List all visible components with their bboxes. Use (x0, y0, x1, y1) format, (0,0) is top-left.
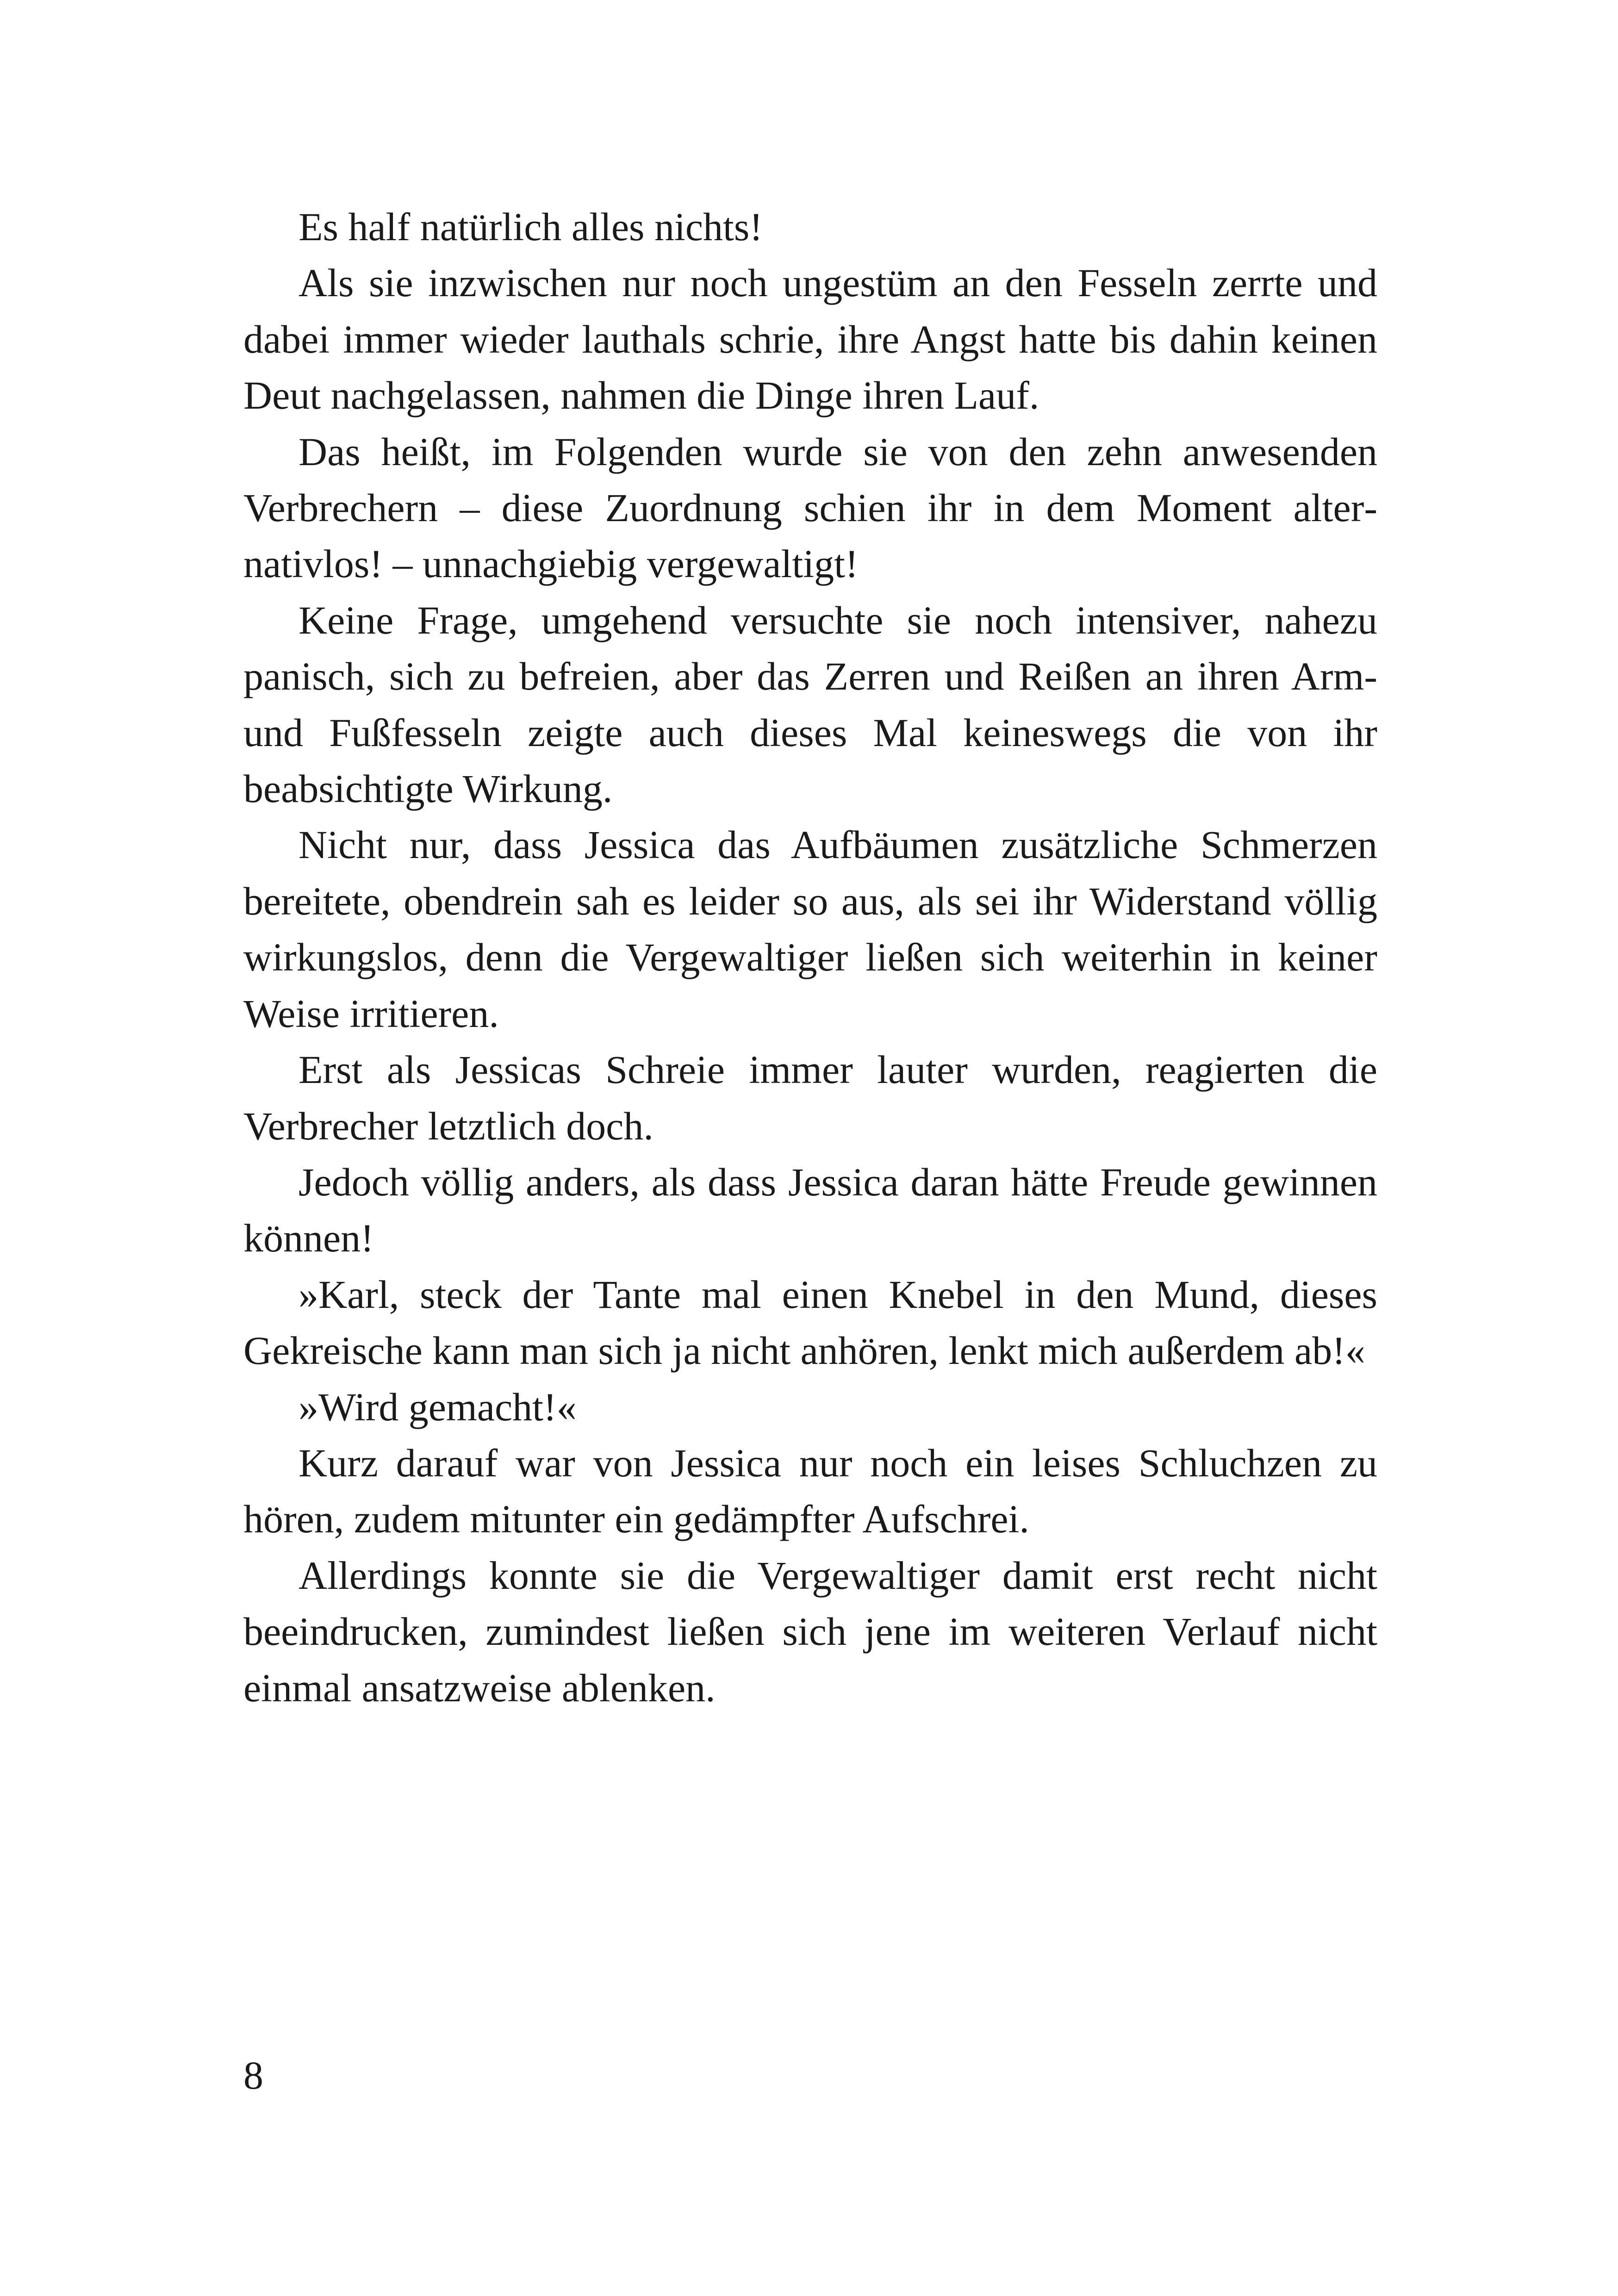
paragraph-6: Erst als Jessicas Schreie immer lauter wurden, reagierten die Verbrecher letztlich doch. (243, 1047, 1377, 1148)
paragraph-2: Als sie inzwischen nur noch ungestüm an den Fesseln zerrte und dabei immer wieder lauthals schrie, ihre Angst hatte bis dahin keinen Deut nachgelassen, nahmen die Dinge ihren Lauf. (243, 261, 1377, 418)
body-text (243, 199, 1377, 1716)
paragraph-9: »Wird gemacht!« (299, 1384, 577, 1429)
page-number: 8 (243, 2053, 263, 2097)
paragraph-10: Kurz darauf war von Jessica nur noch ein leises Schluchzen zu hören, zudem mitunter ein gedämpfter Aufschrei. (243, 1440, 1377, 1542)
paragraph-4: Keine Frage, umgehend versuchte sie noch intensiver, nahezu panisch, sich zu befreien, aber das Zerren und Reißen an ihren Arm- und Fußfesseln zeigte auch dieses Mal keineswegs die von ihr beabsichtigte Wirkung. (243, 597, 1377, 811)
paragraph-8: »Karl, steck der Tante mal einen Knebel in den Mund, dieses Gekreische kann man sich ja nicht anhören, lenkt mich außerdem ab!« (243, 1272, 1377, 1373)
paragraph-11: Allerdings konnte sie die Vergewaltiger damit erst recht nicht beeindrucken, zumindest ließen sich jene im weiteren Verlauf nicht einmal ansatzweise ablenken. (243, 1553, 1377, 1710)
paragraph-5: Nicht nur, dass Jessica das Aufbäumen zusätzliche Schmerzen bereitete, obendrein sah es leider so aus, als sei ihr Widerstand völlig wirkungslos, denn die Vergewaltiger ließen sich weiterhin in keiner Weise irritieren. (243, 822, 1377, 1036)
paragraph-3: Das heißt, im Folgenden wurde sie von den zehn anwesenden Verbrechern – diese Zuordnung schien ihr in dem Moment alternativlos! – unnachgiebig vergewaltigt! (243, 429, 1377, 586)
paragraph-7: Jedoch völlig anders, als dass Jessica daran hätte Freude gewinnen können! (243, 1159, 1377, 1261)
paragraph-1: Es half natürlich alles nichts! (299, 205, 763, 249)
